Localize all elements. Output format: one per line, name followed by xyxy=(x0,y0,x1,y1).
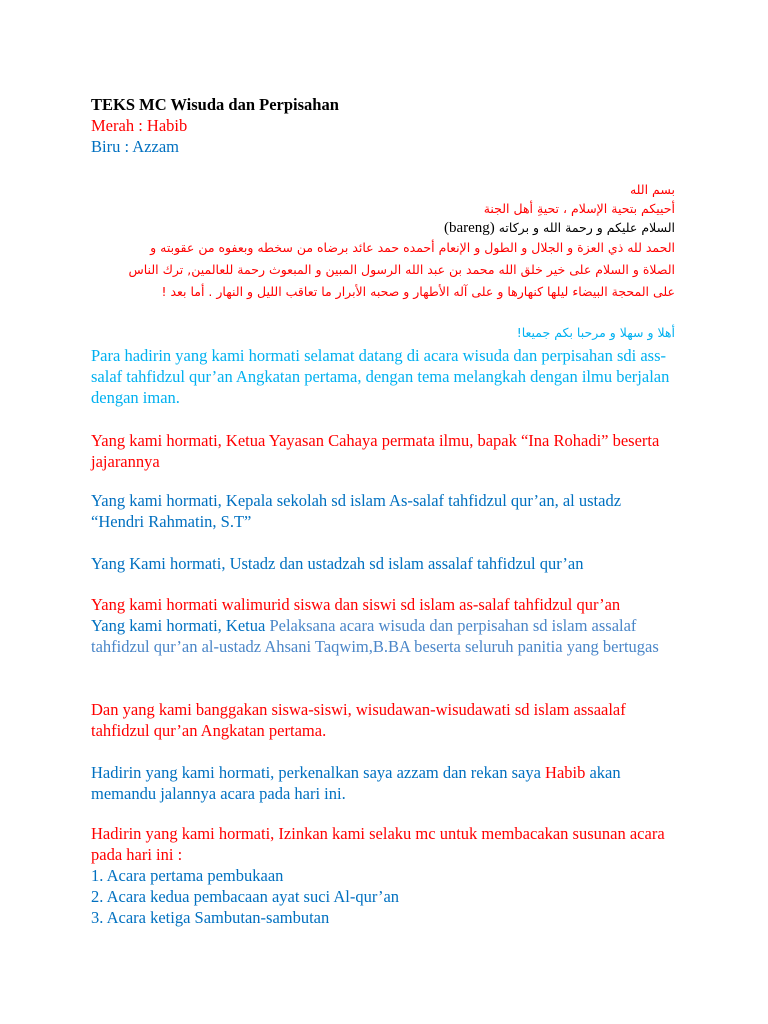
arabic-salam xyxy=(95,218,675,238)
agenda-item-3: 3. Acara ketiga Sambutan-sambutan xyxy=(91,908,330,927)
arabic-hamd-line-1: الحمد لله ذي العزة و الجلال و الطول و الإنعام أحمده حمد عائد برضاه من سخطه وبعفوه من عقوبته و xyxy=(150,240,675,255)
agenda-item-2: 2. Acara kedua pembacaan ayat suci Al-qur’an xyxy=(91,887,400,906)
salam-bareng-note: (bareng) xyxy=(443,220,495,236)
agenda-item-1: 1. Acara pertama pembukaan xyxy=(91,866,284,885)
paragraph-welcome: Para hadirin yang kami hormati selamat datang di acara wisuda dan perpisahan sdi ass-salaf tahfidzul qur’an Angkatan pertama, dengan tema melangkah dengan ilmu berjalan dengan iman. xyxy=(91,346,670,407)
ketua-pelaksana-rest: Pelaksana acara wisuda dan perpisahan sd islam assalaf tahfidzul qur’an al-ustadz Ahsani Taqwim,B.BA beserta seluruh panitia yang bertugas xyxy=(91,616,659,656)
arabic-greeting: أحييكم بتحية الإسلام ، تحيةِ أهل الجنة xyxy=(483,201,675,216)
paragraph-walimurid: Yang kami hormati walimurid siswa dan siswi sd islam as-salaf tahfidzul qur’an xyxy=(91,595,621,614)
header-block xyxy=(91,94,681,157)
document-title: TEKS MC Wisuda dan Perpisahan xyxy=(91,95,339,114)
legend-blue: Biru : Azzam xyxy=(91,137,179,156)
arabic-hamd-line-3: على المحجة البيضاء ليلها كنهارها و على آله الأطهار و صحبه الأبرار ما تعاقب الليل و النهار . أما بعد ! xyxy=(161,284,675,299)
arabic-welcome: أهلا و سهلا و مرحبا بكم جميعا! xyxy=(516,325,675,340)
arabic-basmalah: بسم الله xyxy=(629,182,675,197)
perkenalan-text-a: Hadirin yang kami hormati, perkenalkan saya azzam dan rekan saya xyxy=(91,763,546,782)
arabic-hamd-line-2: الصلاة و السلام على خير خلق الله محمد بن عبد الله الرسول المبين و المبعوث رحمة للعالمين, ترك الناس xyxy=(128,262,675,277)
paragraph-susunan-acara: Hadirin yang kami hormati, Izinkan kami selaku mc untuk membacakan susunan acara pada hari ini : xyxy=(91,824,665,864)
arabic-salam-text: السلام عليكم و رحمة الله و بركاته xyxy=(498,220,675,235)
perkenalan-text-b: akan memandu jalannya acara pada hari ini. xyxy=(91,763,621,803)
paragraph-ketua-yayasan: Yang kami hormati, Ketua Yayasan Cahaya permata ilmu, bapak “Ina Rohadi” beserta jajarannya xyxy=(91,431,660,471)
paragraph-ketua-pelaksana xyxy=(91,615,661,657)
paragraph-ustadz: Yang Kami hormati, Ustadz dan ustadzah sd islam assalaf tahfidzul qur’an xyxy=(91,554,584,573)
paragraph-siswa: Dan yang kami banggakan siswa-siswi, wisudawan-wisudawati sd islam assaalaf tahfidzul qur’an Angkatan pertama. xyxy=(91,700,626,740)
legend-red: Merah : Habib xyxy=(91,116,188,135)
ketua-pelaksana-prefix: Yang kami hormati, Ketua xyxy=(91,616,266,635)
perkenalan-habib: Habib xyxy=(545,763,586,782)
paragraph-perkenalan xyxy=(91,762,671,804)
paragraph-kepala-sekolah: Yang kami hormati, Kepala sekolah sd islam As-salaf tahfidzul qur’an, al ustadz “Hendri Rahmatin, S.T” xyxy=(91,491,622,531)
